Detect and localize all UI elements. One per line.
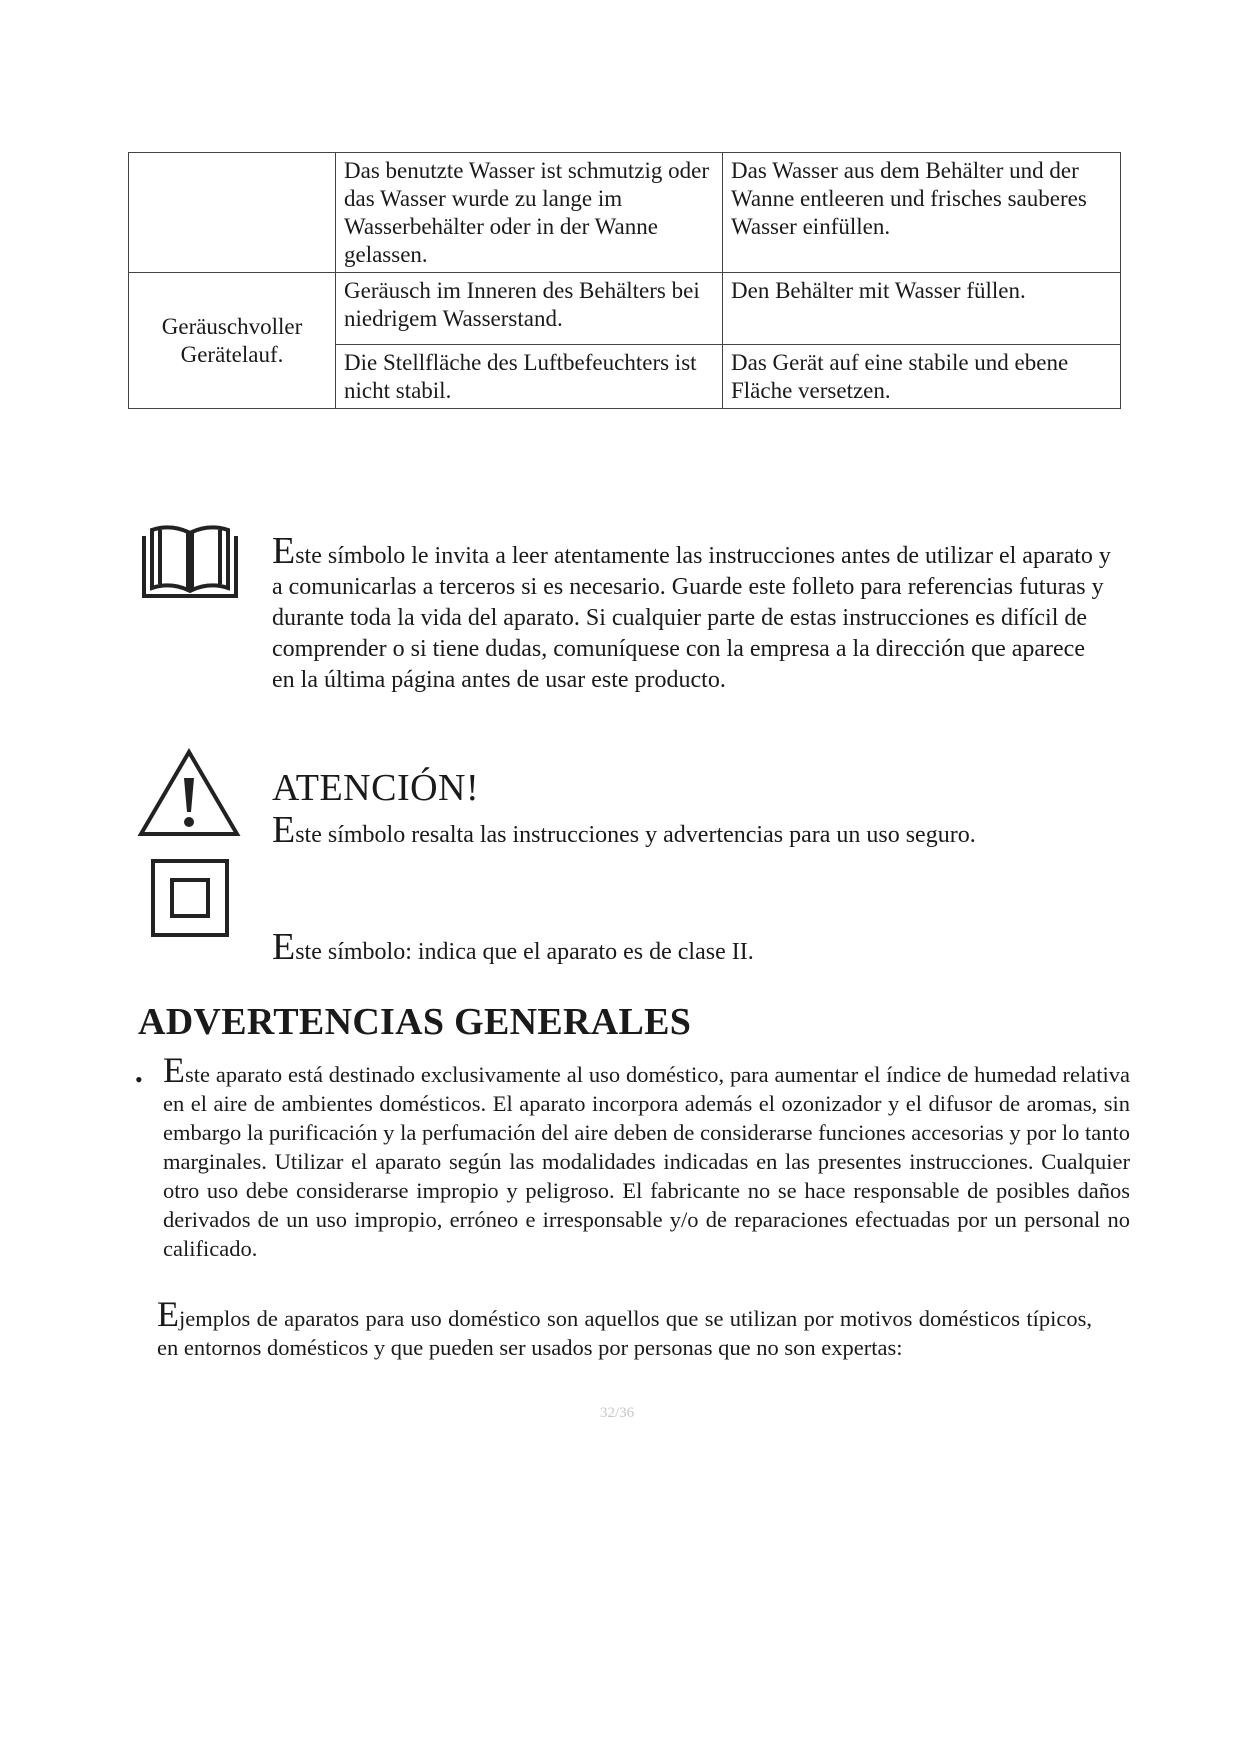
warning-title: ATENCIÓN! xyxy=(272,767,480,809)
page-number: 32/36 xyxy=(600,1405,635,1421)
section-heading: ADVERTENCIAS GENERALES xyxy=(138,1001,692,1043)
general-warning-paragraph xyxy=(163,1050,1130,1263)
fault-cell xyxy=(129,153,336,273)
paragraph-body: jemplos de aparatos para uso doméstico son aquellos que se utilizan por motivos domésticos típicos, en entornos domésticos y que pueden ser usados por personas que no son expertas: xyxy=(157,1306,1092,1360)
drop-cap: E xyxy=(272,926,296,968)
table-row xyxy=(129,153,1121,273)
remedy-cell: Das Gerät auf eine stabile und ebene Fläche versetzen. xyxy=(723,345,1121,409)
drop-cap: E xyxy=(163,1050,185,1090)
cause-cell: Geräusch im Inneren des Behälters bei niedrigem Wasserstand. xyxy=(336,273,723,345)
examples-paragraph xyxy=(157,1294,1092,1362)
remedy-cell: Den Behälter mit Wasser füllen. xyxy=(723,273,1121,345)
drop-cap: E xyxy=(272,530,296,572)
drop-cap: E xyxy=(157,1294,179,1334)
warning-text xyxy=(272,809,1112,851)
class2-body: ste símbolo: indica que el aparato es de clase II. xyxy=(295,939,754,965)
read-manual-text xyxy=(272,530,1112,696)
double-square-icon xyxy=(150,858,230,938)
warning-body: ste símbolo resalta las instrucciones y advertencias para un uso seguro. xyxy=(295,822,976,848)
bullet: • xyxy=(135,1067,143,1092)
fault-cell: Geräuschvoller Gerätelauf. xyxy=(129,273,336,409)
class2-text xyxy=(272,926,1112,968)
paragraph-body: ste aparato está destinado exclusivamente al uso doméstico, para aumentar el índice de humedad relativa en el aire de ambientes domésticos. El aparato incorpora además el ozonizador y el difusor de aromas, sin embargo la purificación y la perfumación del aire deben de considerarse funciones accesorias y por lo tanto marginales. Utilizar el aparato según las modalidades indicadas en las presentes instrucciones. Cualquier otro uso debe considerarse impropio y peligroso. El fabricante no se hace responsable de posibles daños derivados de un uso impropio, erróneo e irresponsable y/o de reparaciones efectuadas por un personal no calificado. xyxy=(163,1062,1130,1261)
drop-cap: E xyxy=(272,809,296,851)
cause-cell: Das benutzte Wasser ist schmutzig oder das Wasser wurde zu lange im Wasserbehälter oder in der Wanne gelassen. xyxy=(336,153,723,273)
remedy-cell: Das Wasser aus dem Behälter und der Wanne entleeren und frisches sauberes Wasser einfüllen. xyxy=(723,153,1121,273)
table-row xyxy=(129,273,1121,345)
warning-triangle-icon xyxy=(137,748,241,840)
read-manual-body: ste símbolo le invita a leer atentamente las instrucciones antes de utilizar el aparato y a comunicarlas a terceros si es necesario. Guarde este folleto para referencias futuras y durante toda la vida del aparato. Si cualquier parte de estas instrucciones es difícil de comprender o si tiene dudas, comuníquese con la empresa a la dirección que aparece en la última página antes de usar este producto. xyxy=(272,543,1111,693)
troubleshooting-table xyxy=(128,152,1121,409)
open-book-icon xyxy=(140,522,240,602)
cause-cell: Die Stellfläche des Luftbefeuchters ist nicht stabil. xyxy=(336,345,723,409)
